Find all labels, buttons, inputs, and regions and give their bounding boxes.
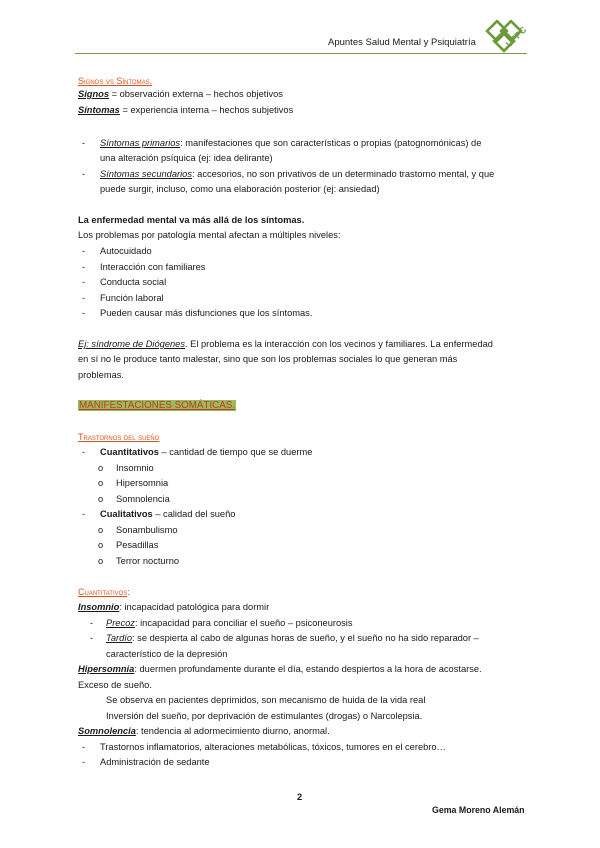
list-item: Interacción con familiares <box>100 262 206 272</box>
footer-author: Gema Moreno Alemán <box>432 805 525 815</box>
somnolencia-line <box>78 724 330 740</box>
list-item: Sonambulismo <box>116 525 178 535</box>
list-item: Conducta social <box>100 277 167 287</box>
list-item: Terror nocturno <box>116 556 180 566</box>
hipersomnia-note-2: Inversión del sueño, por deprivación de estimulantes (drogas) o Narcolepsia. <box>106 711 423 721</box>
dash-bullet: - <box>82 447 86 457</box>
list-item: Pesadillas <box>116 540 159 550</box>
example-line-1 <box>78 337 493 353</box>
insomnio-term: Insomnio <box>78 602 120 612</box>
list-item: Función laboral <box>100 293 164 303</box>
dash-bullet: - <box>82 308 86 318</box>
tardio-line-2: característico de la depresión <box>106 649 228 659</box>
enfermedad-intro: Los problemas por patología mental afectan a múltiples niveles: <box>78 230 341 240</box>
dash-bullet: - <box>82 277 86 287</box>
dash-bullet: - <box>82 246 86 256</box>
sintomas-def: = experiencia interna – hechos subjetivos <box>119 105 294 115</box>
secundarios-def-1: : accesorios, no son privativos de un determinado trastorno mental, y que <box>191 169 495 179</box>
sintomas-line <box>78 103 293 119</box>
example-line-2: en sí no le produce tanto malestar, sino que son los problemas sociales lo que generan más <box>78 354 458 364</box>
list-item: Trastornos inflamatorios, alteraciones metabólicas, tóxicos, tumores en el cerebro… <box>100 742 446 752</box>
cuantitativos-desc: – cantidad de tiempo que se duerme <box>158 447 313 457</box>
dash-bullet: - <box>82 509 86 519</box>
tardio-term: Tardío <box>106 633 133 643</box>
cuantitativos-heading-colon: : <box>127 587 130 597</box>
circle-bullet: o <box>98 525 104 535</box>
cuantitativos-heading: Cuantitativos <box>78 587 128 597</box>
circle-bullet: o <box>98 494 104 504</box>
dash-bullet: - <box>82 262 86 272</box>
primarios-def-1: : manifestaciones que son características o propias (patognomónicas) de <box>180 138 482 148</box>
signos-line <box>78 87 283 103</box>
list-item: Insomnio <box>116 463 154 473</box>
logo-text: UFPC <box>504 24 529 50</box>
cuantitativos-label: Cuantitativos <box>100 447 159 457</box>
hipersomnia-line-1 <box>78 662 482 678</box>
header-title: Apuntes Salud Mental y Psiquiatría <box>328 37 476 48</box>
primarios-line-1 <box>100 136 527 152</box>
cualitativos-desc: – calidad del sueño <box>152 509 236 519</box>
list-item: Administración de sedante <box>100 757 210 767</box>
signos-def: = observación externa – hechos objetivos <box>109 89 283 99</box>
dash-bullet: - <box>82 169 86 179</box>
hipersomnia-def-1: : duermen profundamente durante el día, estando despiertos a la hora de acostarse. <box>134 664 482 674</box>
dash-bullet: - <box>90 633 94 643</box>
hipersomnia-term: Hipersomnia <box>78 664 135 674</box>
sintomas-term: Síntomas <box>78 105 120 115</box>
signos-term: Signos <box>78 89 109 99</box>
secundarios-line-1 <box>100 167 494 183</box>
page-number: 2 <box>297 792 303 802</box>
dash-bullet: - <box>82 757 86 767</box>
precoz-def: : incapacidad para conciliar el sueño – psiconeurosis <box>134 618 353 628</box>
subheading-trastornos-sueno: Trastornos del sueño <box>78 432 160 442</box>
dash-bullet: - <box>82 293 86 303</box>
example-line-3: problemas. <box>78 370 124 380</box>
precoz-line <box>106 616 353 632</box>
primarios-term: Síntomas primarios <box>100 138 181 148</box>
list-item: Hipersomnia <box>116 478 169 488</box>
precoz-term: Precoz <box>106 618 135 628</box>
list-item: Pueden causar más disfunciones que los síntomas. <box>100 308 313 318</box>
header-divider <box>75 53 527 54</box>
circle-bullet: o <box>98 478 104 488</box>
tardio-def-1: : se despierta al cabo de algunas horas de sueño, y el sueño no ha sido reparador – <box>132 633 479 643</box>
somaticas-highlight: MANIFESTACIONES SOMÁTICAS. <box>79 400 236 411</box>
insomnio-def: : incapacidad patológica para dormir <box>119 602 270 612</box>
example-text-1: . El problema es la interacción con los vecinos y familiares. La enfermedad <box>184 339 493 349</box>
circle-bullet: o <box>98 556 104 566</box>
cualitativos-label: Cualitativos <box>100 509 153 519</box>
somnolencia-def: : tendencia al adormecimiento diurno, anormal. <box>135 726 330 736</box>
hipersomnia-line-2: Exceso de sueño. <box>78 680 152 690</box>
section-heading-signos: Signos vs Síntomas. <box>78 76 153 86</box>
hipersomnia-note-1: Se observa en pacientes deprimidos, son mecanismo de huida de la vida real <box>106 695 426 705</box>
section-heading-somaticas <box>78 398 236 414</box>
secundarios-term: Síntomas secundarios <box>100 169 192 179</box>
example-term: Ej: síndrome de Diógenes <box>78 339 185 349</box>
circle-bullet: o <box>98 463 104 473</box>
cuantitativos-line <box>100 445 312 461</box>
section-heading-cuantitativos <box>78 585 130 601</box>
secundarios-line-2: puede surgir, incluso, como una elaboración posterior (ej: ansiedad) <box>100 184 380 194</box>
dash-bullet: - <box>82 742 86 752</box>
logo <box>480 20 528 68</box>
primarios-line-2: una alteración psíquica (ej: idea delirante) <box>100 153 273 163</box>
cualitativos-line <box>100 507 235 523</box>
circle-bullet: o <box>98 540 104 550</box>
dash-bullet: - <box>90 618 94 628</box>
section-heading-enfermedad: La enfermedad mental va más allá de los síntomas. <box>78 215 305 225</box>
insomnio-line <box>78 600 269 616</box>
dash-bullet: - <box>82 138 86 148</box>
list-item: Autocuidado <box>100 246 152 256</box>
tardio-line-1 <box>106 631 479 647</box>
list-item: Somnolencia <box>116 494 170 504</box>
somnolencia-term: Somnolencia <box>78 726 136 736</box>
